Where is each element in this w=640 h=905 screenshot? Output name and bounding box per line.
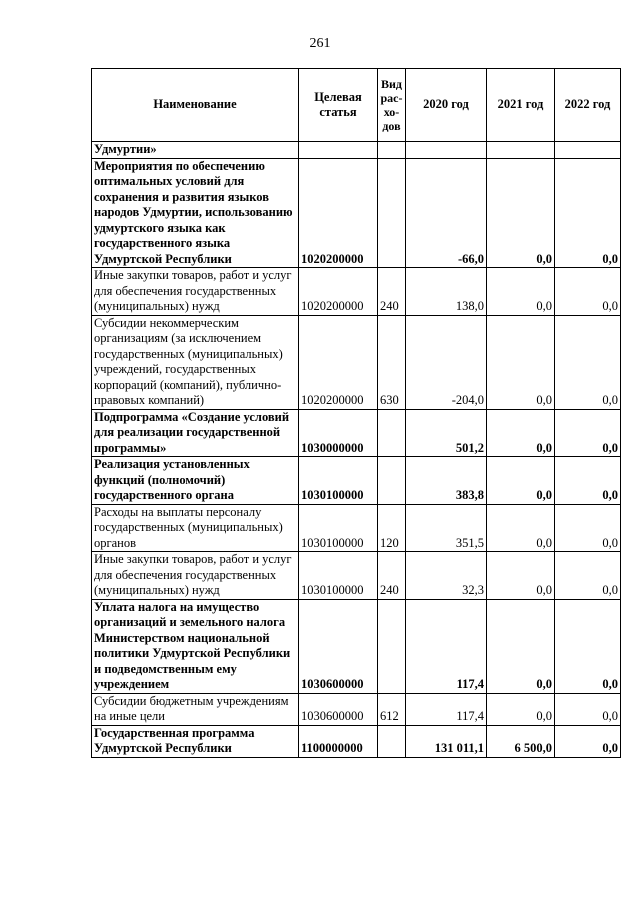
cell-2020: 351,5 [406, 504, 487, 552]
cell-kind: 240 [378, 268, 406, 316]
cell-2021: 0,0 [487, 158, 555, 268]
table-row [92, 142, 621, 159]
cell-2020 [406, 142, 487, 159]
cell-2020: 131 011,1 [406, 725, 487, 757]
table-row [92, 268, 621, 316]
cell-code: 1020200000 [299, 158, 378, 268]
cell-code: 1100000000 [299, 725, 378, 757]
table-row [92, 409, 621, 457]
cell-kind [378, 158, 406, 268]
cell-2021: 0,0 [487, 504, 555, 552]
cell-2020: 138,0 [406, 268, 487, 316]
cell-code: 1030600000 [299, 693, 378, 725]
cell-kind [378, 142, 406, 159]
page-number: 261 [309, 36, 331, 51]
cell-name: Государственная программа Удмуртской Республики [92, 725, 299, 757]
cell-code: 1030100000 [299, 457, 378, 505]
cell-kind: 612 [378, 693, 406, 725]
table-row [92, 693, 621, 725]
cell-2020: -66,0 [406, 158, 487, 268]
cell-code [299, 142, 378, 159]
cell-name: Иные закупки товаров, работ и услуг для обеспечения государственных (муниципальных) нужд [92, 552, 299, 600]
header-2022: 2022 год [555, 69, 621, 142]
cell-name: Подпрограмма «Создание условий для реализации государственной программы» [92, 409, 299, 457]
cell-name: Уплата налога на имущество организаций и земельного налога Министерством национальной политики Удмуртской Республики и подведомственным ему учреждением [92, 599, 299, 693]
cell-2022: 0,0 [555, 409, 621, 457]
table-body [92, 142, 621, 758]
cell-kind [378, 409, 406, 457]
cell-2020: 383,8 [406, 457, 487, 505]
table-row [92, 315, 621, 409]
header-code: Целевая статья [299, 69, 378, 142]
table-row [92, 599, 621, 693]
cell-2021: 0,0 [487, 315, 555, 409]
cell-kind [378, 725, 406, 757]
cell-2020: -204,0 [406, 315, 487, 409]
table-row [92, 457, 621, 505]
cell-2021: 0,0 [487, 693, 555, 725]
cell-name: Расходы на выплаты персоналу государственных (муниципальных) органов [92, 504, 299, 552]
cell-2022: 0,0 [555, 599, 621, 693]
cell-2020: 501,2 [406, 409, 487, 457]
cell-name: Реализация установленных функций (полномочий) государственного органа [92, 457, 299, 505]
cell-kind: 630 [378, 315, 406, 409]
cell-name: Иные закупки товаров, работ и услуг для обеспечения государственных (муниципальных) нужд [92, 268, 299, 316]
cell-code: 1030000000 [299, 409, 378, 457]
cell-kind [378, 457, 406, 505]
cell-name: Субсидии некоммерческим организациям (за исключением государственных (муниципальных) учреждений, государственных корпораций (компаний), публично-правовых компаний) [92, 315, 299, 409]
cell-2021: 0,0 [487, 409, 555, 457]
cell-2021: 0,0 [487, 268, 555, 316]
cell-2021: 0,0 [487, 599, 555, 693]
table-row [92, 504, 621, 552]
cell-2022: 0,0 [555, 693, 621, 725]
header-2021: 2021 год [487, 69, 555, 142]
cell-kind [378, 599, 406, 693]
cell-code: 1030600000 [299, 599, 378, 693]
cell-2020: 32,3 [406, 552, 487, 600]
header-2020: 2020 год [406, 69, 487, 142]
cell-2022: 0,0 [555, 457, 621, 505]
cell-2021 [487, 142, 555, 159]
cell-2020: 117,4 [406, 599, 487, 693]
cell-2022: 0,0 [555, 315, 621, 409]
cell-2022: 0,0 [555, 725, 621, 757]
cell-name: Удмуртии» [92, 142, 299, 159]
cell-2022 [555, 142, 621, 159]
table-header-row [92, 69, 621, 142]
cell-code: 1020200000 [299, 268, 378, 316]
cell-kind: 120 [378, 504, 406, 552]
header-kind: Вид рас-хо-дов [378, 69, 406, 142]
cell-2020: 117,4 [406, 693, 487, 725]
table-row [92, 725, 621, 757]
cell-2021: 0,0 [487, 457, 555, 505]
cell-2022: 0,0 [555, 504, 621, 552]
cell-name: Мероприятия по обеспечению оптимальных условий для сохранения и развития языков народов Удмуртии, использованию удмуртского языка как государственного языка Удмуртской Республики [92, 158, 299, 268]
cell-code: 1030100000 [299, 552, 378, 600]
budget-table [91, 68, 621, 758]
cell-2022: 0,0 [555, 268, 621, 316]
table-row [92, 552, 621, 600]
cell-code: 1030100000 [299, 504, 378, 552]
cell-code: 1020200000 [299, 315, 378, 409]
cell-2022: 0,0 [555, 158, 621, 268]
cell-2022: 0,0 [555, 552, 621, 600]
header-name: Наименование [92, 69, 299, 142]
cell-name: Субсидии бюджетным учреждениям на иные цели [92, 693, 299, 725]
cell-2021: 6 500,0 [487, 725, 555, 757]
cell-kind: 240 [378, 552, 406, 600]
table-row [92, 158, 621, 268]
cell-2021: 0,0 [487, 552, 555, 600]
